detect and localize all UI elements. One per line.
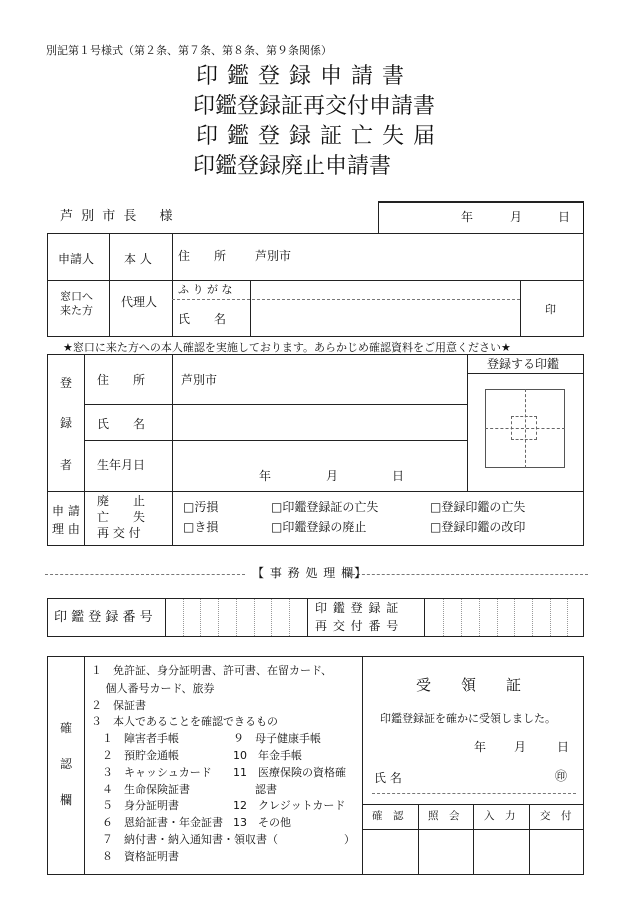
name-label: 氏 名 xyxy=(178,312,227,326)
reason-label-1: 申 請 xyxy=(52,504,80,518)
furigana-label: ふ り が な xyxy=(178,283,233,296)
registrant-address-label: 住 所 xyxy=(97,373,146,387)
option-card-lost[interactable]: □印鑑登録証の亡失 xyxy=(271,500,379,514)
doc-item-11: 11 医療保険の資格確 xyxy=(233,766,346,779)
doc-item-4: ４ 生命保険証書 xyxy=(102,783,190,796)
reason-type-loss: 亡 失 xyxy=(97,510,146,524)
notice-text: ★窓口に来た方への本人確認を実施しております。あらかじめ確認資料をご用意ください★ xyxy=(63,341,511,354)
receipt-text: 印鑑登録証を確かに受領しました。 xyxy=(380,712,556,725)
confirm-char-1: 確 xyxy=(60,721,73,735)
form-reference: 別記第１号様式（第２条、第７条、第８条、第９条関係） xyxy=(46,44,332,57)
option-damaged[interactable]: □き損 xyxy=(183,520,219,534)
addressee-mayor: 芦 別 市 長 様 xyxy=(60,209,175,224)
date-year: 年 xyxy=(461,210,474,224)
office-use-divider: 【 事 務 処 理 欄】 xyxy=(252,566,368,580)
title-loss: 印 鑑 登 録 証 亡 失 届 xyxy=(196,124,436,149)
col-confirm: 確 認 xyxy=(372,810,404,822)
doc-item-8: ８ 資格証明書 xyxy=(102,850,179,863)
window-person-label-2: 来た方 xyxy=(60,304,93,317)
reissue-number-label-2: 再 交 付 番 号 xyxy=(315,619,400,633)
doc-item-5: ５ 身分証明書 xyxy=(102,799,179,812)
doc-item-12: 12 クレジットカード xyxy=(233,799,346,812)
confirm-char-3: 欄 xyxy=(60,793,73,807)
date-month: 月 xyxy=(510,210,523,224)
doc-item-2: ２ 預貯金通帳 xyxy=(102,749,179,762)
seal-box-title: 登録する印鑑 xyxy=(487,357,560,371)
option-registration-abolished[interactable]: □印鑑登録の廃止 xyxy=(271,520,367,534)
receipt-title: 受 領 証 xyxy=(416,676,522,694)
seal-center-guide xyxy=(511,416,537,440)
doc-item-11b: 認書 xyxy=(233,783,277,796)
col-inquiry: 照 会 xyxy=(428,810,460,822)
reason-label-2: 理 由 xyxy=(52,522,80,536)
applicant-label: 申請人 xyxy=(58,252,95,266)
birth-day: 日 xyxy=(392,469,405,483)
doc-item-6: ６ 恩給証書・年金証書 xyxy=(102,816,223,829)
registrant-char-3: 者 xyxy=(60,458,73,472)
title-reissue: 印鑑登録証再交付申請書 xyxy=(193,94,436,119)
receipt-month: 月 xyxy=(514,740,527,754)
doc-item-13: 13 その他 xyxy=(233,816,291,829)
registrant-name-label: 氏 名 xyxy=(97,417,146,431)
option-seal-changed[interactable]: □登録印鑑の改印 xyxy=(430,520,526,534)
reg-number-label: 印 鑑 登 録 番 号 xyxy=(54,610,153,625)
title-abolition: 印鑑登録廃止申請書 xyxy=(193,154,392,179)
receipt-day: 日 xyxy=(557,740,570,754)
date-day: 日 xyxy=(558,210,571,224)
confirm-item-1b: 個人番号カード、旅券 xyxy=(91,682,215,695)
registrant-char-2: 録 xyxy=(60,416,73,430)
birth-year: 年 xyxy=(259,469,272,483)
birthdate-label: 生年月日 xyxy=(97,458,146,472)
applicant-section xyxy=(47,233,584,337)
reason-type-abolish: 廃 止 xyxy=(97,494,146,508)
option-dirty[interactable]: □汚損 xyxy=(183,500,219,514)
seal-mark: 印 xyxy=(545,303,556,316)
receipt-seal: ㊞ xyxy=(555,769,568,783)
confirm-item-3: ３ 本人であることを確認できるもの xyxy=(91,715,278,728)
doc-item-1: １ 障害者手帳 xyxy=(102,732,179,745)
agent-label: 代理人 xyxy=(121,295,158,309)
confirm-item-1: １ 免許証、身分証明書、許可書、在留カード、 xyxy=(91,664,333,677)
doc-item-7: ７ 納付書・納入通知書・領収書（ ） xyxy=(102,833,355,846)
registrant-address-value[interactable]: 芦別市 xyxy=(181,373,218,387)
confirm-char-2: 認 xyxy=(60,757,73,771)
receipt-year: 年 xyxy=(474,740,487,754)
window-person-label-1: 窓口へ xyxy=(60,290,93,303)
confirm-item-2: ２ 保証書 xyxy=(91,699,146,712)
birth-month: 月 xyxy=(326,469,339,483)
option-seal-lost[interactable]: □登録印鑑の亡失 xyxy=(430,500,526,514)
receipt-name-label: 氏 名 xyxy=(374,771,402,785)
reason-type-reissue: 再 交 付 xyxy=(97,526,141,540)
self-label: 本 人 xyxy=(124,252,152,266)
col-issue: 交 付 xyxy=(540,810,572,822)
title-registration: 印 鑑 登 録 申 請 書 xyxy=(196,64,405,89)
address-value[interactable]: 芦別市 xyxy=(255,249,292,263)
reissue-number-label-1: 印 鑑 登 録 証 xyxy=(315,601,400,615)
address-label: 住 所 xyxy=(178,249,227,263)
doc-item-9: ９ 母子健康手帳 xyxy=(233,732,321,745)
registrant-char-1: 登 xyxy=(60,376,73,390)
col-input: 入 力 xyxy=(484,810,516,822)
doc-item-10: 10 年金手帳 xyxy=(233,749,302,762)
doc-item-3: ３ キャッシュカード xyxy=(102,766,212,779)
